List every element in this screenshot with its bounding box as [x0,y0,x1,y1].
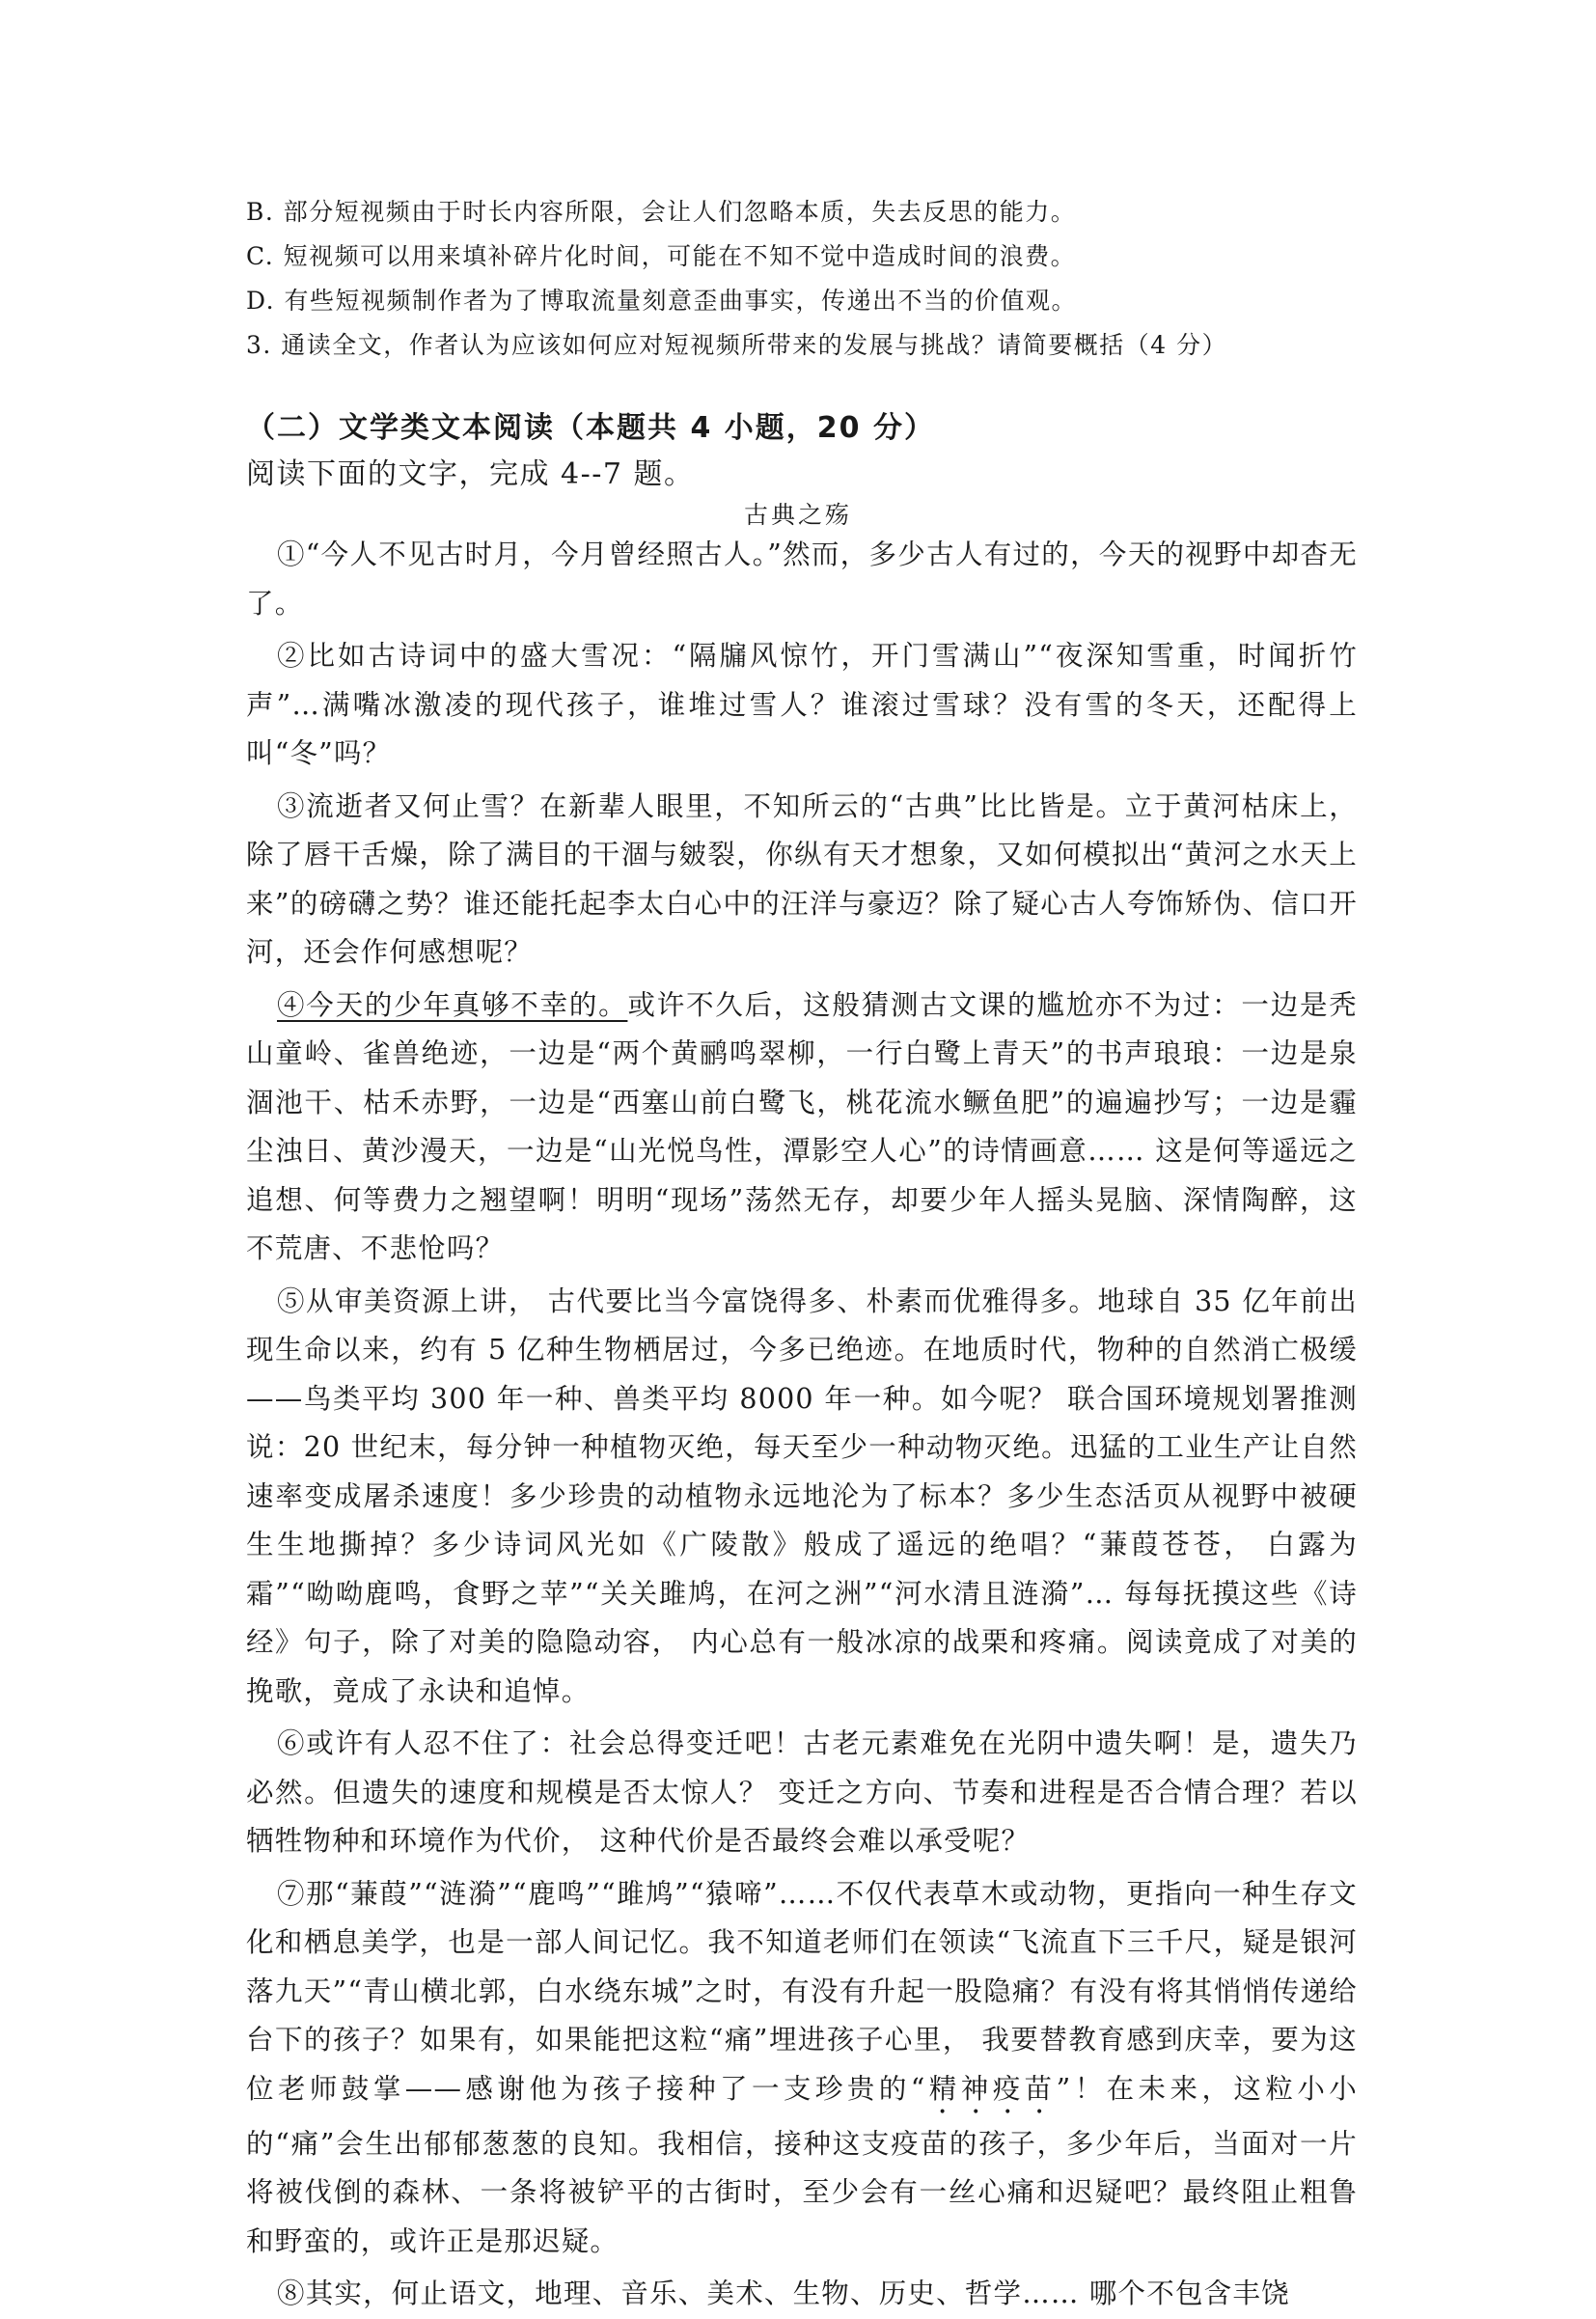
section-instruction: 阅读下面的文字，完成 4--7 题。 [246,457,695,491]
paragraph-7 [246,1870,1358,2267]
paragraph-5: ⑤从审美资源上讲， 古代要比当今富饶得多、朴素而优雅得多。地球自 35 亿年前出现生命以来，约有 5 亿种生物栖居过，今多已绝迹。在地质时代，物种的自然消亡极缓——鸟类平均 300 年一种、兽类平均 8000 年一种。如今呢？ 联合国环境规划署推测说：20 世纪末，每分钟一种植物灭绝，每天至少一种动物灭绝。迅猛的工业生产让自然速率变成屠杀速度！多少珍贵的动植物永远地沦为了标本？多少生态活页从视野中被硬生生地撕掉？多少诗词风光如《广陵散》般成了遥远的绝唱？“蒹葭苍苍， 白露为霜”“呦呦鹿鸣，食野之苹”“关关雎鸠，在河之洲”“河水清且涟漪”… 每每抚摸这些《诗经》句子，除了对美的隐隐动容， 内心总有一般冰凉的战栗和疼痛。阅读竟成了对美的挽歌，竟成了永诀和追悼。 [246,1284,1358,1707]
paragraph-2: ②比如古诗词中的盛大雪况：“隔牖风惊竹，开门雪满山”“夜深知雪重，时闻折竹声”…满嘴冰激凌的现代孩子，谁堆过雪人？谁滚过雪球？没有雪的冬天，还配得上叫“冬”吗？ [246,640,1358,769]
option-d: D. 有些短视频制作者为了博取流量刻意歪曲事实，传递出不当的价值观。 [246,287,1078,315]
paragraph-6: ⑥或许有人忍不住了：社会总得变迁吧！古老元素难免在光阴中遗失啊！是，遗失乃必然。但遗失的速度和规模是否太惊人？ 变迁之方向、节奏和进程是否合情合理？若以牺牲物种和环境作为代价， 这种代价是否最终会难以承受呢？ [246,1727,1358,1857]
paragraph-1: ①“今人不见古时月，今月曾经照古人。”然而，多少古人有过的，今天的视野中却杳无了。 [246,538,1358,620]
article-body [246,531,1358,2319]
option-b: B. 部分短视频由于时长内容所限，会让人们忽略本质，失去反思的能力。 [246,198,1077,226]
underlined-sentence: ④今天的少年真够不幸的。 [277,988,628,1021]
option-c: C. 短视频可以用来填补碎片化时间，可能在不知不觉中造成时间的浪费。 [246,242,1077,270]
paragraph-7-text-b: ”！在未来，这粒小小的“痛”会生出郁郁葱葱的良知。我相信，接种这支疫苗的孩子，多少年后，当面对一片将被伐倒的森林、一条将被铲平的古街时，至少会有一丝心痛和迟疑吧？最终阻止粗鲁和野蛮的，或许正是那迟疑。 [246,2072,1358,2257]
section-title: （二）文学类文本阅读（本题共 4 小题，20 分） [246,411,935,445]
paragraph-8: ⑧其实，何止语文，地理、音乐、美术、生物、历史、哲学…… 哪个不包含丰饶 [277,2278,1290,2309]
emphasized-phrase: 精神疫苗 [925,2072,1057,2105]
paragraph-4-text: 或许不久后，这般猜测古文课的尴尬亦不为过：一边是秃山童岭、雀兽绝迹，一边是“两个黄鹂鸣翠柳，一行白鹭上青天”的书声琅琅：一边是泉涸池干、枯禾赤野，一边是“西塞山前白鹭飞，桃花流水鳜鱼肥”的遍遍抄写；一边是霾尘浊日、黄沙漫天，一边是“山光悦鸟性，潭影空人心”的诗情画意…… 这是何等遥远之追想、何等费力之翘望啊！明明“现场”荡然无存，却要少年人摇头晃脑、深情陶醉，这不荒唐、不悲怆吗？ [246,988,1358,1264]
article-title: 古典之殇 [743,501,852,529]
paragraph-4 [246,981,1358,1274]
paragraph-3: ③流逝者又何止雪？在新辈人眼里，不知所云的“古典”比比皆是。立于黄河枯床上，除了唇干舌燥，除了满目的干涸与皴裂，你纵有天才想象，又如何模拟出“黄河之水天上来”的磅礴之势？谁还能托起李太白心中的汪洋与豪迈？除了疑心古人夸饰矫伪、信口开河，还会作何感想呢？ [246,789,1358,968]
paragraph-7-text-a: ⑦那“蒹葭”“涟漪”“鹿鸣”“雎鸠”“猿啼”……不仅代表草木或动物，更指向一种生存文化和栖息美学，也是一部人间记忆。我不知道老师们在领读“飞流直下三千尺，疑是银河落九天”“青山横北郭，白水绕东城”之时，有没有升起一股隐痛？有没有将其悄悄传递给台下的孩子？如果有，如果能把这粒“痛”埋进孩子心里， 我要替教育感到庆幸，要为这位老师鼓掌——感谢他为孩子接种了一支珍贵的“ [246,1877,1358,2105]
question-3: 3. 通读全文，作者认为应该如何应对短视频所带来的发展与挑战？请简要概括（4 分） [246,331,1228,359]
